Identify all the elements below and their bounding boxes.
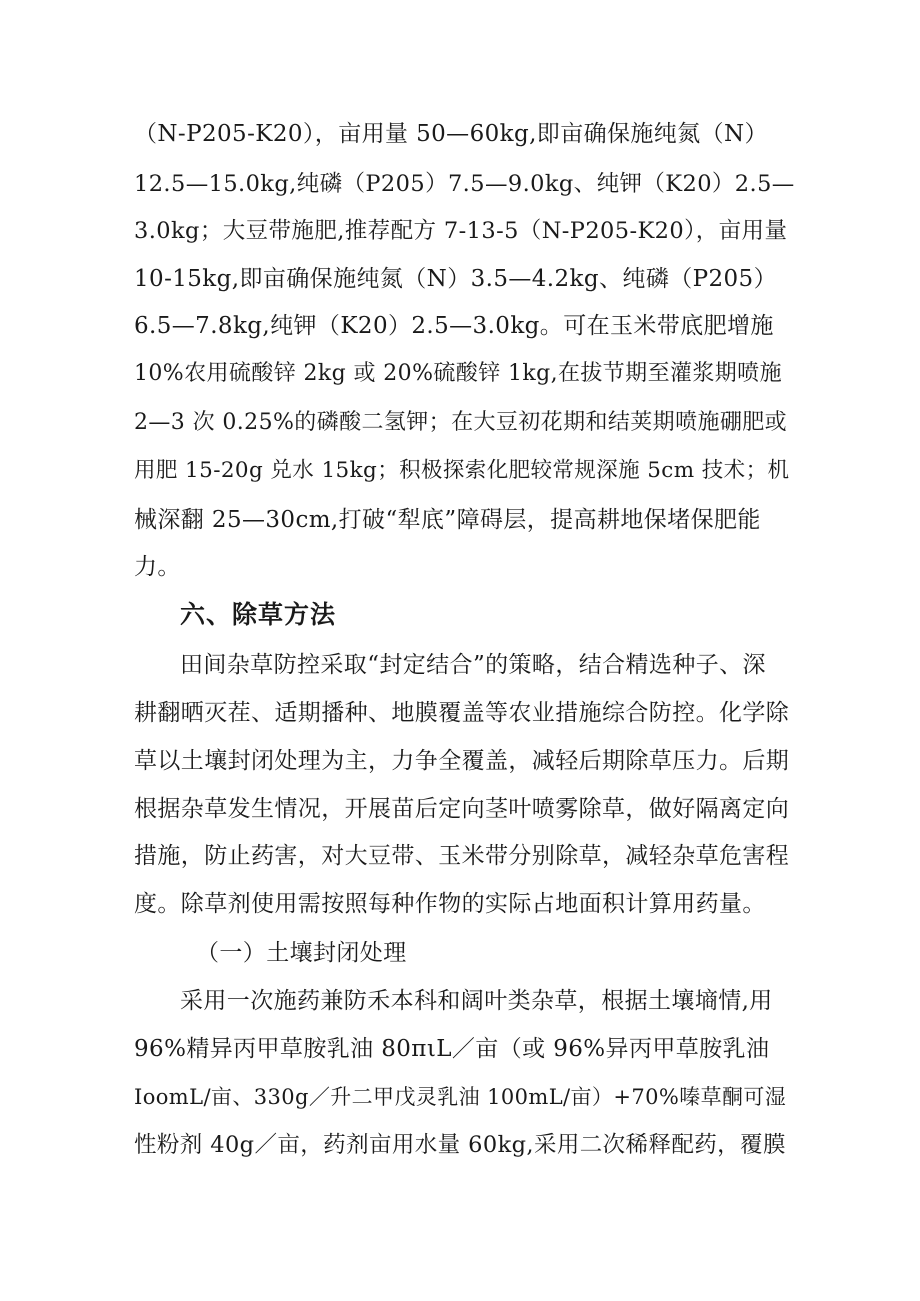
- text-line: 3.0kg；大豆带施肥,推荐配方 7-13-5（N-P205-K20），亩用量: [134, 218, 788, 244]
- text-line: 10%农用硫酸锌 2kg 或 20%硫酸锌 1kg,在拔节期至灌浆期喷施: [134, 361, 782, 386]
- text-line: 耕翻晒灭茬、适期播种、地膜覆盖等农业措施综合防控。化学除: [134, 700, 790, 726]
- text-line: 械深翻 25—30cm,打破“犁底”障碍层，提高耕地保堵保肥能: [134, 507, 761, 533]
- text-line: 用肥 15-20g 兑水 15kg；积极探索化肥较常规深施 5cm 技术；机: [134, 458, 790, 483]
- text-line: 12.5—15.0kg,纯磷（P205）7.5—9.0kg、纯钾（K20）2.5—: [134, 171, 795, 197]
- section-heading: 六、除草方法: [180, 600, 337, 629]
- text-line: （N-P205-K20），亩用量 50—60kg,即亩确保施纯氮（N）: [134, 121, 768, 147]
- text-line: IoomL/亩、330g／升二甲戊灵乳油 100mL/亩）+70%嗪草酮可湿: [134, 1085, 787, 1109]
- text-line: 6.5—7.8kg,纯钾（K20）2.5—3.0kg。可在玉米带底肥增施: [134, 313, 774, 339]
- text-line: 力。: [134, 554, 181, 580]
- text-line: 性粉剂 40g／亩，药剂亩用水量 60kg,采用二次稀释配药，覆膜: [134, 1132, 786, 1158]
- text-line: 度。除草剂使用需按照每种作物的实际占地面积计算用药量。: [134, 891, 766, 917]
- text-line: 2—3 次 0.25%的磷酸二氢钾；在大豆初花期和结荚期喷施硼肥或: [134, 410, 788, 435]
- text-line: 田间杂草防控采取“封定结合”的策略，结合精选种子、深: [180, 652, 766, 678]
- text-line: 96%精异丙甲草胺乳油 80πιL／亩（或 96%异丙甲草胺乳油: [134, 1036, 770, 1062]
- text-line: 根据杂草发生情况，开展苗后定向茎叶喷雾除草，做好隔离定向: [134, 796, 790, 822]
- text-line: 草以土壤封闭处理为主，力争全覆盖，减轻后期除草压力。后期: [134, 748, 790, 774]
- subsection-heading: （一）土壤封闭处理: [196, 940, 407, 966]
- text-line: 采用一次施药兼防禾本科和阔叶类杂草，根据土壤墒情,用: [180, 988, 773, 1014]
- text-line: 10-15kg,即亩确保施纯氮（N）3.5—4.2kg、纯磷（P205）: [134, 266, 777, 292]
- text-line: 措施，防止药害，对大豆带、玉米带分别除草，减轻杂草危害程: [134, 843, 790, 869]
